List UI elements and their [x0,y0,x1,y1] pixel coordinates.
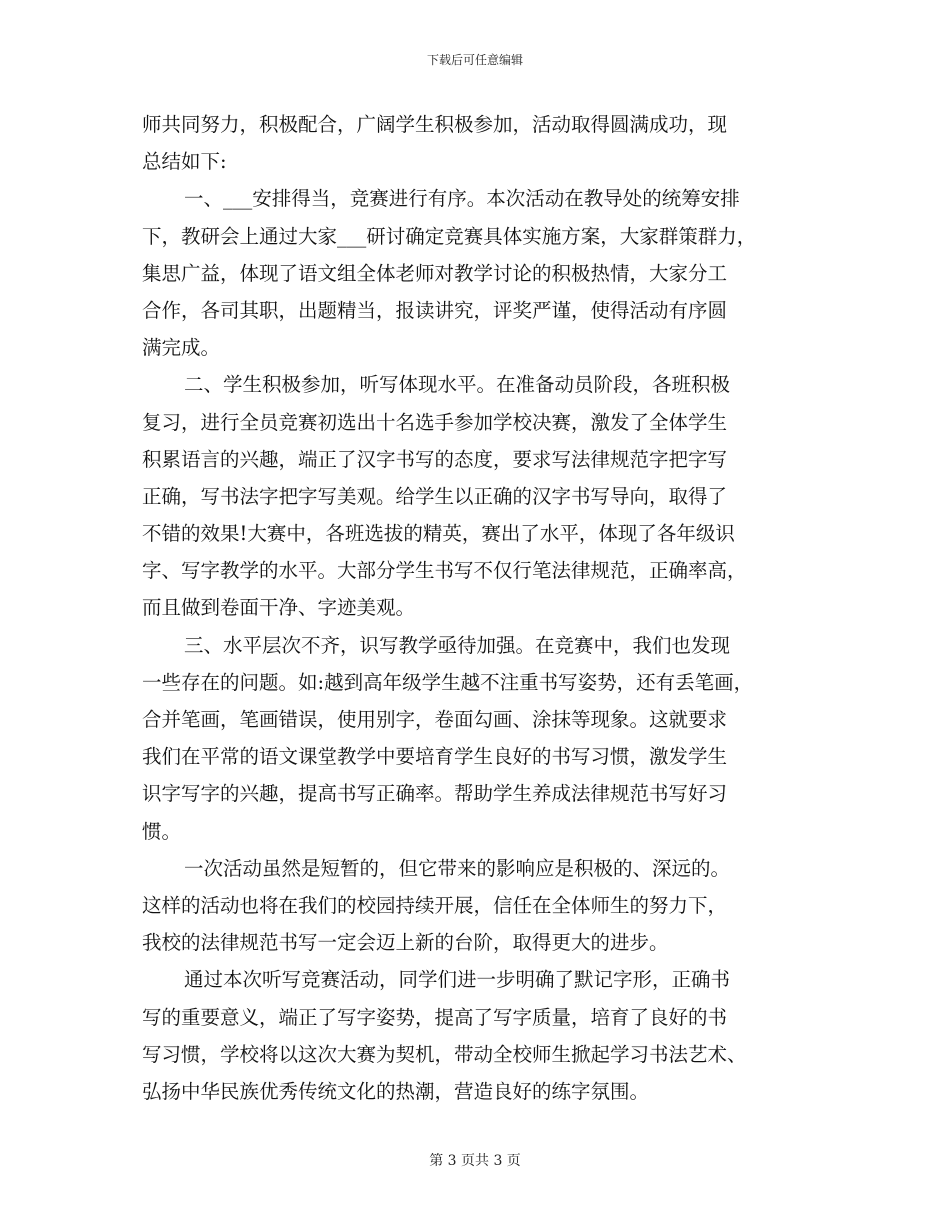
text-line: 合并笔画，笔画错误，使用别字，卷面勾画、涂抹等现象。这就要求 [142,708,728,731]
text-line: 识字写字的兴趣，提高书写正确率。帮助学生养成法律规范书写好习 [142,782,728,806]
text-line: 我校的法律规范书写一定会迈上新的台阶，取得更大的进步。 [142,931,669,955]
paragraph-start-line: 一、___安排得当，竞赛进行有序。本次活动在教导处的统筹安排 [184,187,740,211]
text-line: 而且做到卷面干净、字迹美观。 [142,596,416,620]
page-header-note: 下载后可任意编辑 [426,53,523,67]
text-line: 合作，各司其职，出题精当，报读讲究，评奖严谨，使得活动有序圆 [142,298,728,322]
text-line: 下，教研会上通过大家___研讨确定竞赛具体实施方案，大家群策群力， [142,224,757,248]
text-line: 总结如下: [142,150,227,174]
text-line: 积累语言的兴趣，端正了汉字书写的态度，要求写法律规范字把字写 [142,447,728,471]
text-line: 不错的效果!大赛中，各班选拔的精英，赛出了水平，体现了各年级识 [142,522,735,546]
text-line: 复习，进行全员竞赛初选出十名选手参加学校决赛，激发了全体学生 [142,410,728,434]
paragraph-start-line: 通过本次听写竞赛活动，同学们进一步明确了默记字形，正确书 [184,968,731,992]
text-line: 字、写字教学的水平。大部分学生书写不仅行笔法律规范，正确率高， [142,559,747,583]
paragraph-start-line: 三、水平层次不齐，识写教学亟待加强。在竞赛中，我们也发现 [184,633,731,657]
paragraph-start-line: 二、学生积极参加，听写体现水平。在准备动员阶段，各班积极 [184,373,731,397]
paragraph-start-line: 一次活动虽然是短暂的，但它带来的影响应是积极的、深远的。 [184,856,731,880]
text-line: 一些存在的问题。如:越到高年级学生越不注重书写姿势，还有丢笔画， [142,670,754,694]
text-line: 弘扬中华民族优秀传统文化的热潮，营造良好的练字氛围。 [142,1079,650,1103]
text-line: 写的重要意义，端正了写字姿势，提高了写字质量，培育了良好的书 [142,1005,728,1029]
text-line: 满完成。 [142,336,221,360]
text-line: 惯。 [142,819,182,843]
text-line: 师共同努力，积极配合，广阔学生积极参加，活动取得圆满成功，现 [142,113,728,136]
document-body [142,106,810,1110]
text-line: 正确，写书法字把字写美观。给学生以正确的汉字书写导向，取得了 [142,484,728,508]
text-line: 集思广益，体现了语文组全体老师对教学讨论的积极热情，大家分工 [142,261,728,285]
text-line: 这样的活动也将在我们的校园持续开展，信任在全体师生的努力下， [142,893,728,917]
page-number: 第 3 页共 3 页 [429,1153,521,1169]
text-line: 我们在平常的语文课堂教学中要培育学生良好的书写习惯，激发学生 [142,745,728,769]
text-line: 写习惯，学校将以这次大赛为契机，带动全校师生掀起学习书法艺术、 [142,1042,747,1066]
